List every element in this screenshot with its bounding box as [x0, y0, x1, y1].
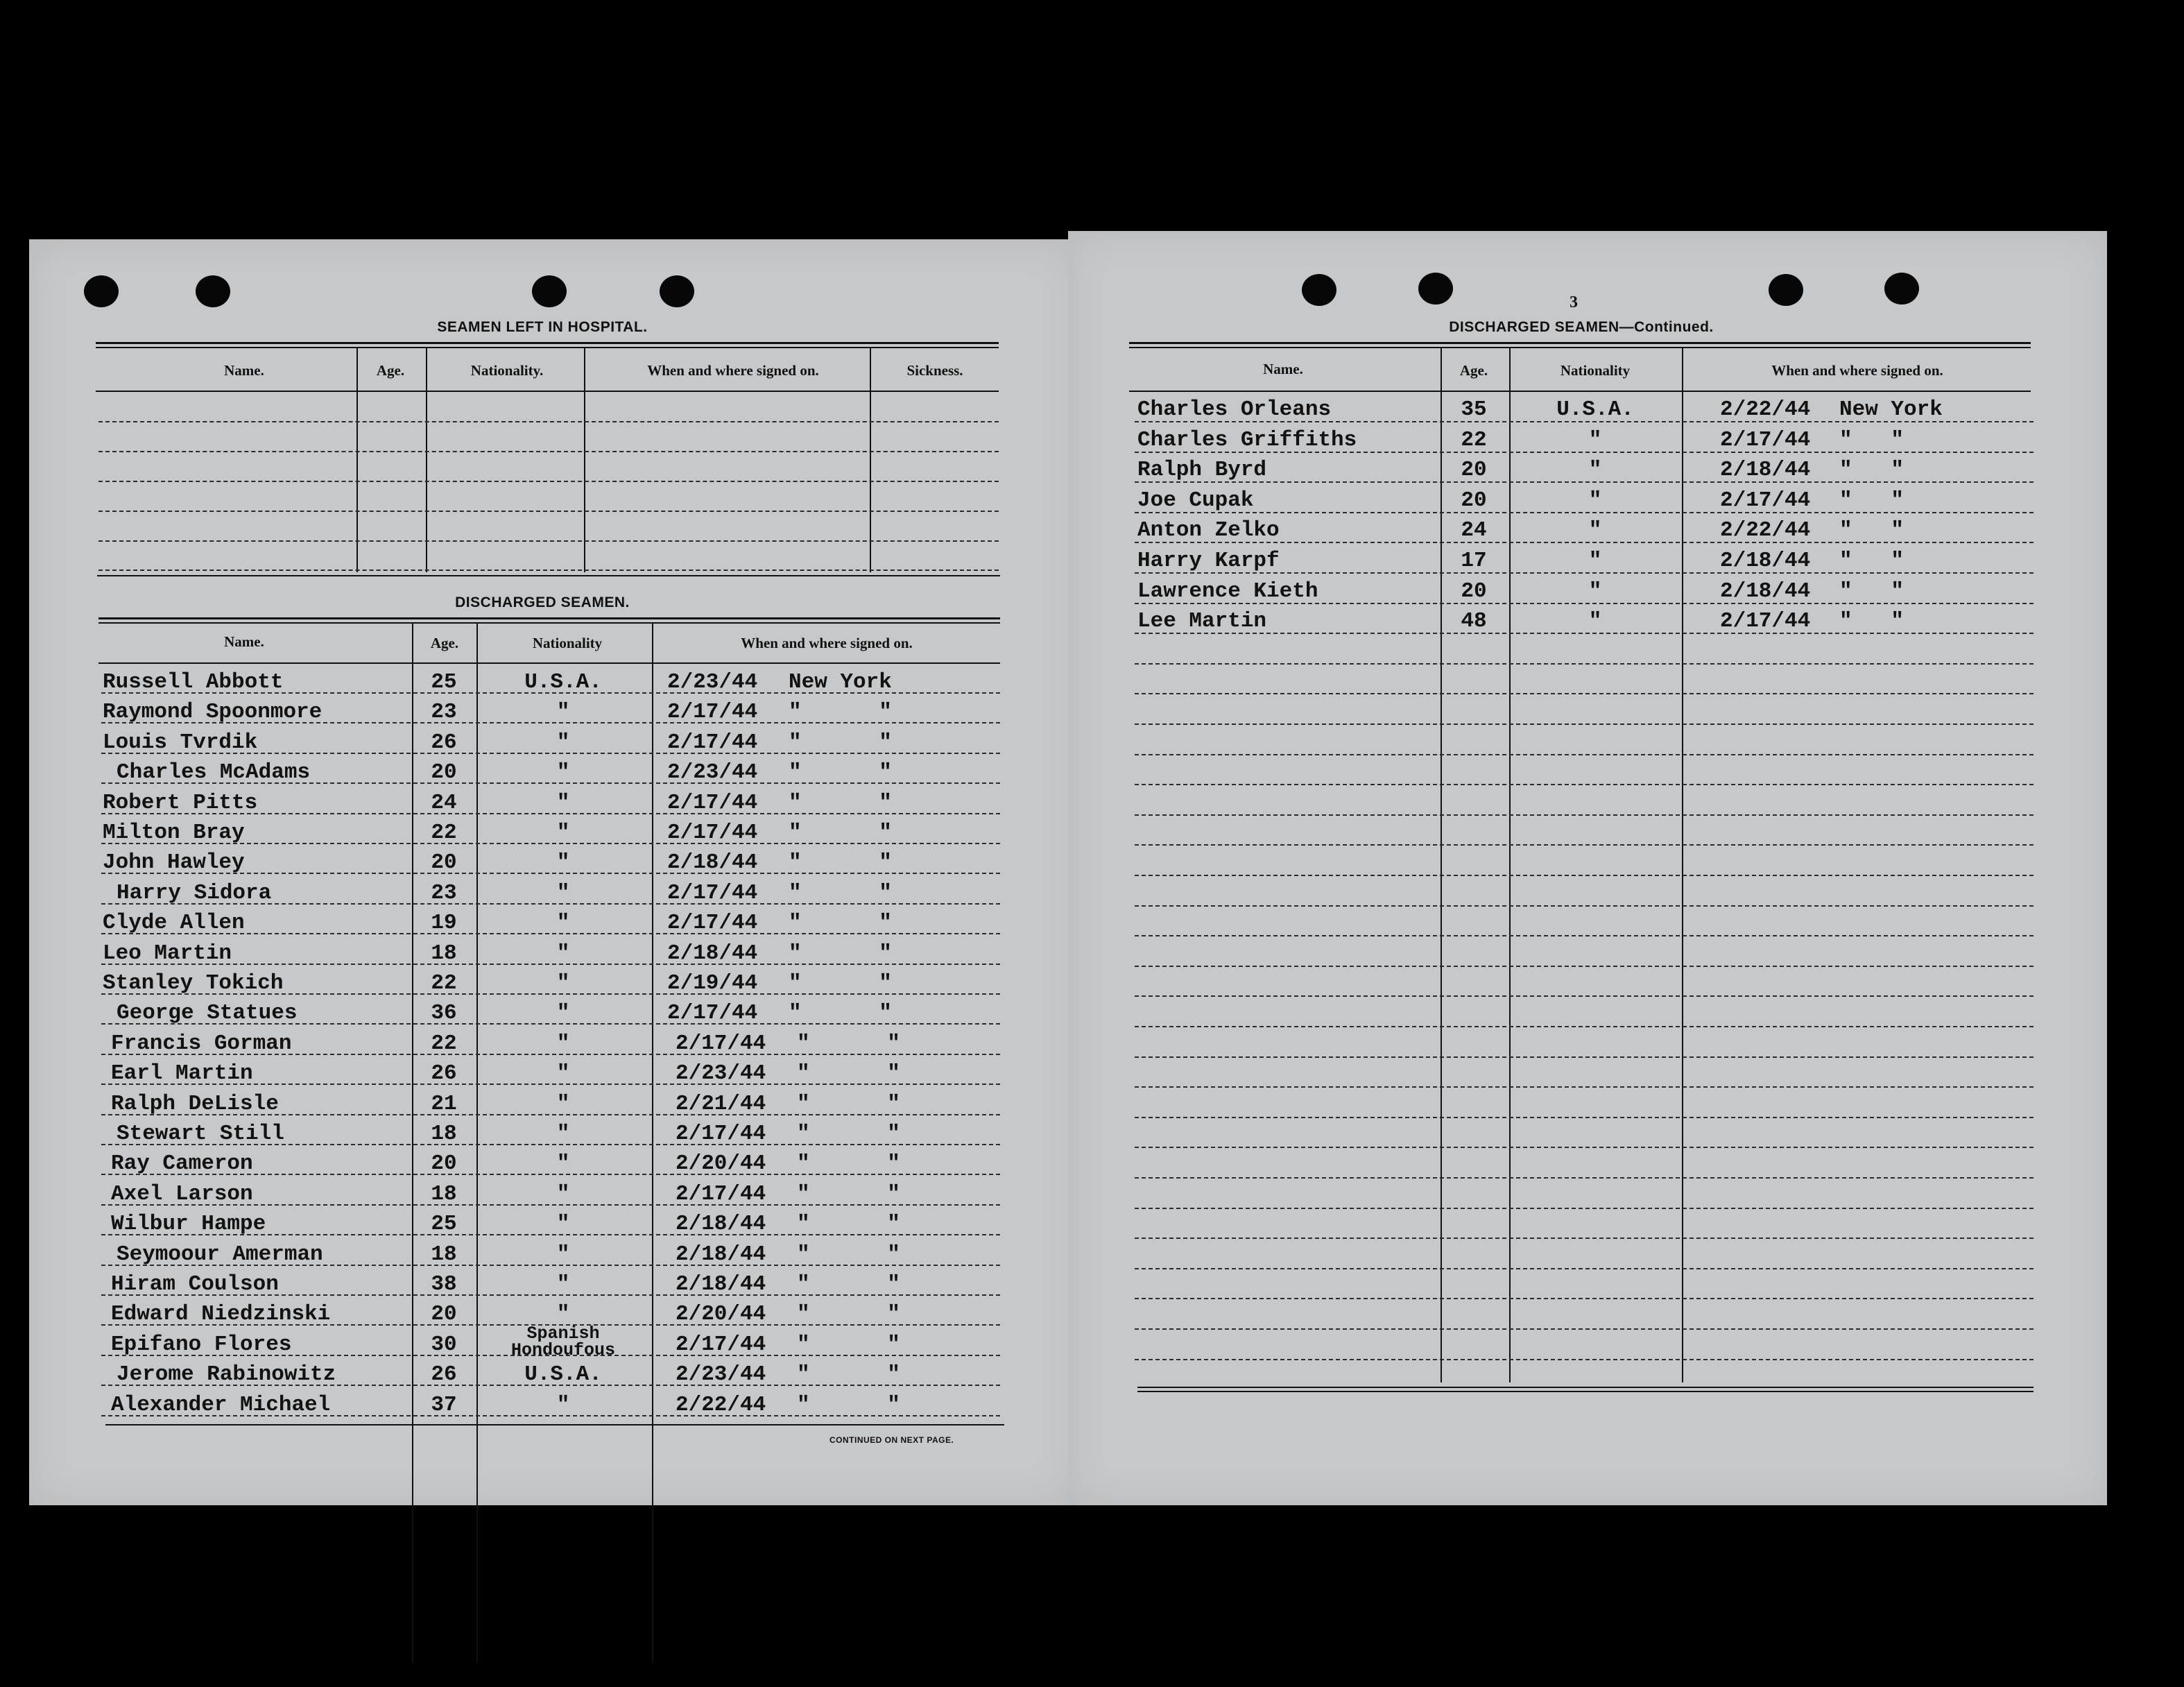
signed-on-place: " " [789, 760, 892, 785]
rule [96, 391, 999, 392]
seaman-name: Lawrence Kieth [1137, 579, 1318, 603]
row-rule [1135, 1238, 2033, 1239]
column-rule [412, 622, 413, 1663]
hospital-section-title: SEAMEN LEFT IN HOSPITAL. [437, 319, 648, 335]
row-rule [101, 753, 1000, 754]
rule [96, 342, 999, 344]
seaman-name: Joe Cupak [1137, 488, 1254, 513]
seaman-age: 20 [431, 1302, 457, 1327]
row-rule [101, 964, 1000, 965]
signed-on-date: 2/18/44 [676, 1242, 766, 1267]
seaman-name: Jerome Rabinowitz [117, 1362, 336, 1387]
signed-on-place: " " [789, 821, 892, 845]
hospital-header-sickness: Sickness. [906, 362, 963, 379]
row-rule [1135, 603, 2033, 604]
signed-on-place: " " [1839, 549, 1904, 573]
row-rule [1135, 1117, 2033, 1118]
row-rule [98, 540, 999, 542]
signed-on-place: " " [797, 1091, 900, 1116]
signed-on-place: " " [797, 1392, 900, 1417]
signed-on-date: 2/17/44 [667, 821, 758, 845]
punch-hole [1302, 274, 1336, 306]
row-rule [101, 1114, 1000, 1115]
row-rule [101, 1355, 1000, 1356]
column-rule [1509, 347, 1511, 1382]
signed-on-place: " " [797, 1181, 900, 1206]
seaman-nationality: U.S.A. [524, 670, 602, 694]
signed-on-place: " " [797, 1362, 900, 1387]
seaman-nationality: " [556, 1091, 570, 1116]
seaman-name: Anton Zelko [1137, 518, 1280, 543]
column-rule [356, 347, 358, 572]
row-rule [101, 1415, 1000, 1416]
punch-hole [660, 275, 694, 307]
seaman-nationality: " [556, 880, 570, 905]
signed-on-place: " " [797, 1151, 900, 1176]
row-rule [1135, 1056, 2033, 1058]
continued-header-name: Name. [1263, 361, 1303, 377]
signed-on-date: 2/23/44 [676, 1362, 766, 1387]
seaman-age: 18 [431, 941, 457, 966]
signed-on-place: " " [797, 1061, 900, 1086]
signed-on-date: 2/18/44 [1720, 458, 1811, 483]
seaman-age: 48 [1461, 609, 1487, 634]
seaman-nationality: " [556, 1392, 570, 1417]
seaman-age: 23 [431, 700, 457, 725]
signed-on-place: " " [1839, 579, 1904, 603]
seaman-name: Harry Sidora [117, 880, 272, 905]
seaman-name: Edward Niedzinski [111, 1302, 331, 1327]
signed-on-place: " " [1839, 427, 1904, 452]
row-rule [101, 993, 1000, 995]
signed-on-date: 2/23/44 [667, 670, 758, 694]
row-rule [101, 813, 1000, 814]
discharged-section-title: DISCHARGED SEAMEN. [455, 594, 630, 610]
signed-on-date: 2/18/44 [676, 1272, 766, 1296]
seaman-age: 20 [1461, 488, 1487, 513]
row-rule [101, 843, 1000, 844]
seaman-name: George Statues [117, 1001, 298, 1026]
continued-header-nationality: Nationality [1560, 362, 1631, 379]
discharged-header-nationality: Nationality [532, 635, 603, 651]
row-rule [1135, 1208, 2033, 1209]
rule [98, 662, 1000, 664]
row-rule [101, 873, 1000, 874]
signed-on-date: 2/19/44 [667, 971, 758, 995]
signed-on-place: " " [789, 911, 892, 936]
row-rule [1135, 1298, 2033, 1299]
seaman-nationality: U.S.A. [1556, 397, 1634, 422]
hospital-header-name: Name. [224, 362, 264, 379]
seaman-age: 20 [431, 850, 457, 875]
seaman-nationality: " [556, 1061, 570, 1086]
row-rule [1135, 844, 2033, 846]
seaman-name: Ralph Byrd [1137, 458, 1267, 483]
seaman-age: 21 [431, 1091, 457, 1116]
seaman-nationality: " [1588, 549, 1602, 573]
punch-hole [532, 275, 567, 307]
seaman-age: 18 [431, 1122, 457, 1146]
page-number: 3 [1570, 293, 1578, 311]
seaman-name: Alexander Michael [111, 1392, 331, 1417]
signed-on-date: 2/20/44 [676, 1151, 766, 1176]
signed-on-date: 2/18/44 [676, 1212, 766, 1237]
column-rule [426, 347, 427, 572]
signed-on-place: " " [789, 850, 892, 875]
signed-on-place: " " [789, 941, 892, 966]
seaman-age: 22 [431, 971, 457, 995]
discharged-header-age: Age. [430, 635, 459, 651]
signed-on-date: 2/23/44 [676, 1061, 766, 1086]
seaman-name: Robert Pitts [103, 790, 258, 815]
signed-on-date: 2/17/44 [667, 730, 758, 755]
row-rule [1135, 1147, 2033, 1148]
seaman-name: Charles McAdams [117, 760, 311, 785]
signed-on-place: " " [797, 1242, 900, 1267]
row-rule [1135, 966, 2033, 967]
row-rule [101, 1023, 1000, 1025]
rule [1129, 347, 2031, 348]
seaman-nationality: " [556, 790, 570, 815]
continued-header-signed-on: When and where signed on. [1771, 362, 1943, 379]
column-rule [652, 622, 653, 1663]
rule [96, 347, 999, 348]
seaman-nationality: " [556, 1001, 570, 1026]
hospital-header-age: Age. [376, 362, 405, 379]
seaman-nationality: " [556, 760, 570, 785]
seaman-nationality: " [1588, 427, 1602, 452]
punch-hole [84, 275, 119, 307]
row-rule [1135, 784, 2033, 785]
seaman-age: 22 [431, 1031, 457, 1056]
signed-on-date: 2/17/44 [676, 1122, 766, 1146]
signed-on-place: " " [797, 1122, 900, 1146]
discharged-header-signed-on: When and where signed on. [741, 635, 913, 651]
seaman-nationality: U.S.A. [524, 1362, 602, 1387]
seaman-name: Stanley Tokich [103, 971, 284, 995]
seaman-age: 24 [1461, 518, 1487, 543]
column-rule [870, 347, 871, 572]
row-rule [101, 1054, 1000, 1055]
signed-on-place: " " [789, 880, 892, 905]
signed-on-date: 2/17/44 [676, 1332, 766, 1357]
punch-hole [196, 275, 230, 307]
row-rule [1135, 1359, 2033, 1360]
row-rule [101, 1265, 1000, 1266]
seaman-nationality: Spanish Hondoufous [510, 1323, 616, 1360]
seaman-age: 23 [431, 880, 457, 905]
discharged-header-name: Name. [224, 633, 264, 650]
seaman-age: 20 [431, 760, 457, 785]
signed-on-date: 2/18/44 [1720, 579, 1811, 603]
seaman-name: Seymoour Amerman [117, 1242, 323, 1267]
row-rule [101, 1204, 1000, 1206]
signed-on-place: New York [1839, 397, 1943, 422]
seaman-age: 19 [431, 911, 457, 936]
seaman-nationality: " [556, 821, 570, 845]
signed-on-place: " " [797, 1212, 900, 1237]
seaman-name: Earl Martin [111, 1061, 253, 1086]
seaman-name: Charles Griffiths [1137, 427, 1357, 452]
seaman-nationality: " [556, 850, 570, 875]
seaman-nationality: " [556, 1031, 570, 1056]
seaman-nationality: " [556, 971, 570, 995]
signed-on-date: 2/17/44 [667, 700, 758, 725]
signed-on-date: 2/22/44 [1720, 397, 1811, 422]
continued-section-title: DISCHARGED SEAMEN—Continued. [1449, 319, 1714, 335]
row-rule [1135, 693, 2033, 694]
row-rule [98, 570, 999, 571]
seaman-name: Milton Bray [103, 821, 245, 845]
seaman-name: Wilbur Hampe [111, 1212, 266, 1237]
seaman-name: John Hawley [103, 850, 245, 875]
signed-on-date: 2/18/44 [667, 941, 758, 966]
seaman-name: Clyde Allen [103, 911, 245, 936]
row-rule [101, 1084, 1000, 1085]
signed-on-place: " " [789, 1001, 892, 1026]
signed-on-date: 2/21/44 [676, 1091, 766, 1116]
seaman-nationality: " [1588, 458, 1602, 483]
row-rule [98, 451, 999, 452]
row-rule [98, 481, 999, 482]
signed-on-date: 2/17/44 [667, 790, 758, 815]
rule [98, 622, 1000, 624]
seaman-age: 25 [431, 670, 457, 694]
seaman-name: Hiram Coulson [111, 1272, 279, 1296]
seaman-nationality: " [556, 1302, 570, 1327]
signed-on-date: 2/17/44 [676, 1031, 766, 1056]
seaman-nationality: " [556, 1242, 570, 1267]
rule [105, 1424, 1004, 1425]
seaman-age: 18 [431, 1242, 457, 1267]
seaman-name: Russell Abbott [103, 670, 284, 694]
row-rule [101, 722, 1000, 723]
punch-hole [1769, 274, 1803, 306]
seaman-name: Stewart Still [117, 1122, 284, 1146]
seaman-name: Ray Cameron [111, 1151, 253, 1176]
row-rule [1135, 1328, 2033, 1330]
seaman-age: 26 [431, 1061, 457, 1086]
row-rule [1135, 935, 2033, 936]
seaman-name: Lee Martin [1137, 609, 1267, 634]
signed-on-date: 2/22/44 [1720, 518, 1811, 543]
rule [98, 617, 1000, 619]
signed-on-date: 2/17/44 [667, 911, 758, 936]
row-rule [101, 692, 1000, 694]
seaman-age: 25 [431, 1212, 457, 1237]
row-rule [98, 511, 999, 512]
row-rule [1135, 1026, 2033, 1027]
seaman-name: Raymond Spoonmore [103, 700, 323, 725]
seaman-age: 17 [1461, 549, 1487, 573]
seaman-nationality: " [556, 700, 570, 725]
signed-on-date: 2/17/44 [1720, 488, 1811, 513]
seaman-nationality: " [556, 911, 570, 936]
row-rule [1135, 633, 2033, 634]
continued-note: CONTINUED ON NEXT PAGE. [829, 1435, 954, 1445]
seaman-nationality: " [556, 941, 570, 966]
signed-on-date: 2/17/44 [667, 880, 758, 905]
rule [1129, 391, 2031, 392]
seaman-age: 36 [431, 1001, 457, 1026]
seaman-age: 26 [431, 730, 457, 755]
seaman-nationality: " [1588, 579, 1602, 603]
signed-on-place: " " [797, 1302, 900, 1327]
punch-hole [1884, 273, 1919, 305]
seaman-age: 18 [431, 1181, 457, 1206]
continued-header-age: Age. [1459, 362, 1488, 379]
seaman-age: 37 [431, 1392, 457, 1417]
row-rule [101, 1174, 1000, 1175]
column-rule [1682, 347, 1683, 1382]
seaman-nationality: " [556, 1151, 570, 1176]
row-rule [98, 421, 999, 422]
row-rule [1135, 421, 2033, 422]
signed-on-date: 2/18/44 [1720, 549, 1811, 573]
row-rule [101, 1385, 1000, 1386]
column-rule [476, 622, 478, 1663]
row-rule [1135, 754, 2033, 755]
seaman-name: Charles Orleans [1137, 397, 1332, 422]
row-rule [1135, 723, 2033, 725]
signed-on-place: " " [789, 730, 892, 755]
seaman-name: Francis Gorman [111, 1031, 292, 1056]
seaman-age: 38 [431, 1272, 457, 1296]
seaman-nationality: " [556, 730, 570, 755]
signed-on-place: " " [797, 1272, 900, 1296]
seaman-name: Axel Larson [111, 1181, 253, 1206]
signed-on-place: " " [789, 971, 892, 995]
row-rule [101, 782, 1000, 784]
signed-on-place: " " [1839, 458, 1904, 483]
row-rule [101, 1144, 1000, 1145]
seaman-name: Leo Martin [103, 941, 232, 966]
seaman-name: Epifano Flores [111, 1332, 292, 1357]
row-rule [101, 933, 1000, 934]
row-rule [1135, 572, 2033, 574]
seaman-age: 22 [431, 821, 457, 845]
signed-on-place: " " [1839, 488, 1904, 513]
seaman-age: 30 [431, 1332, 457, 1357]
row-rule [1135, 1268, 2033, 1269]
row-rule [1135, 1086, 2033, 1088]
seaman-nationality: " [556, 1122, 570, 1146]
column-rule [584, 347, 585, 572]
rule [1137, 1387, 2033, 1388]
seaman-age: 24 [431, 790, 457, 815]
signed-on-place: " " [797, 1031, 900, 1056]
seaman-age: 20 [431, 1151, 457, 1176]
seaman-name: Harry Karpf [1137, 549, 1280, 573]
row-rule [101, 1294, 1000, 1296]
signed-on-place: New York [789, 670, 892, 694]
signed-on-date: 2/23/44 [667, 760, 758, 785]
signed-on-place: " " [789, 700, 892, 725]
rule [97, 575, 1000, 576]
signed-on-place: " " [1839, 609, 1904, 634]
row-rule [1135, 814, 2033, 816]
row-rule [1135, 905, 2033, 907]
seaman-nationality: " [1588, 609, 1602, 634]
row-rule [1135, 663, 2033, 665]
seaman-name: Louis Tvrdik [103, 730, 258, 755]
row-rule [1135, 1177, 2033, 1179]
rule [1129, 342, 2031, 344]
signed-on-date: 2/22/44 [676, 1392, 766, 1417]
row-rule [1135, 995, 2033, 997]
signed-on-date: 2/17/44 [1720, 609, 1811, 634]
seaman-age: 26 [431, 1362, 457, 1387]
seaman-age: 20 [1461, 458, 1487, 483]
signed-on-date: 2/20/44 [676, 1302, 766, 1327]
seaman-name: Ralph DeLisle [111, 1091, 279, 1116]
row-rule [1135, 875, 2033, 876]
signed-on-date: 2/17/44 [1720, 427, 1811, 452]
hospital-header-signed-on: When and where signed on. [647, 362, 819, 379]
column-rule [1441, 347, 1442, 1382]
left-page [29, 239, 1078, 1505]
seaman-nationality: " [556, 1181, 570, 1206]
seaman-nationality: " [556, 1212, 570, 1237]
signed-on-date: 2/17/44 [676, 1181, 766, 1206]
row-rule [101, 1234, 1000, 1235]
signed-on-place: " " [797, 1332, 900, 1357]
seaman-age: 20 [1461, 579, 1487, 603]
row-rule [1135, 542, 2033, 543]
row-rule [101, 903, 1000, 905]
hospital-header-nationality: Nationality. [470, 362, 544, 379]
signed-on-date: 2/17/44 [667, 1001, 758, 1026]
row-rule [1135, 452, 2033, 453]
seaman-age: 35 [1461, 397, 1487, 422]
punch-hole [1418, 273, 1453, 305]
rule [1137, 1391, 2033, 1392]
seaman-age: 22 [1461, 427, 1487, 452]
seaman-nationality: " [1588, 518, 1602, 543]
right-page [1068, 231, 2107, 1505]
row-rule [1135, 481, 2033, 483]
signed-on-date: 2/18/44 [667, 850, 758, 875]
seaman-nationality: " [556, 1272, 570, 1296]
row-rule [1135, 512, 2033, 513]
signed-on-place: " " [789, 790, 892, 815]
seaman-nationality: " [1588, 488, 1602, 513]
signed-on-place: " " [1839, 518, 1904, 543]
